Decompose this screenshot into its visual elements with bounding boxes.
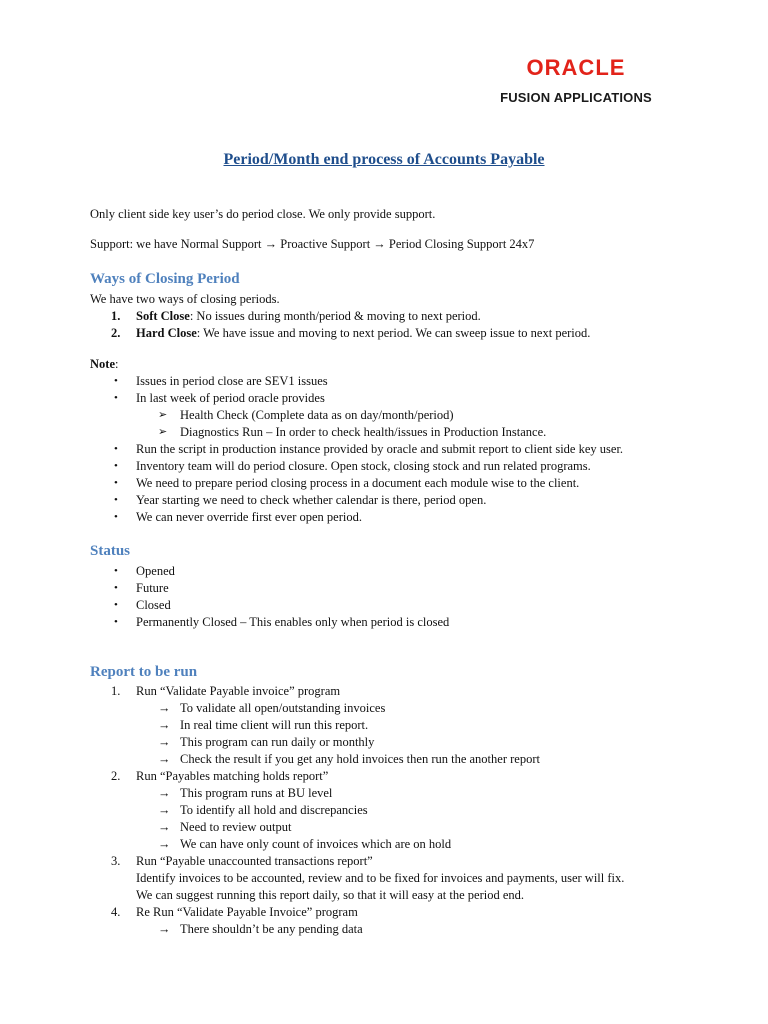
list-item <box>90 870 730 887</box>
bullet-icon: • <box>114 511 118 523</box>
arrow-right-icon: → <box>158 803 171 817</box>
note-text: Year starting we need to check whether calendar is there, period open. <box>136 493 487 507</box>
list-number: 1. <box>111 309 121 323</box>
list-item <box>90 734 730 751</box>
bullet-icon: • <box>114 599 118 611</box>
report-heading: Report to be run <box>90 664 198 680</box>
arrow-right-icon: → <box>158 820 171 834</box>
fusion-applications-text: FUSION APPLICATIONS <box>500 90 652 105</box>
list-item <box>90 597 730 614</box>
status-text: Permanently Closed – This enables only when period is closed <box>136 615 450 629</box>
note-label-line <box>90 356 730 373</box>
report-subtext: We can have only count of invoices which are on hold <box>180 837 452 851</box>
arrow-right-icon: → <box>158 922 171 936</box>
list-item <box>90 458 730 475</box>
ways-list <box>90 308 730 342</box>
chevron-icon: ➢ <box>158 409 168 421</box>
report-subtext: Check the result if you get any hold invoices then run the another report <box>180 752 540 766</box>
report-subtext: In real time client will run this report. <box>180 718 369 732</box>
list-number: 4. <box>111 905 121 919</box>
hard-close-text: : We have issue and moving to next period. We can sweep issue to next period. <box>196 326 591 340</box>
report-subtext: To identify all hold and discrepancies <box>180 803 368 817</box>
list-item <box>90 751 730 768</box>
list-item <box>90 802 730 819</box>
report-continuation: We can suggest running this report daily, so that it will easy at the period end. <box>136 888 525 902</box>
list-item <box>90 836 730 853</box>
bullet-icon: • <box>114 565 118 577</box>
report-text: Run “Validate Payable invoice” program <box>136 684 341 698</box>
list-item <box>90 475 730 492</box>
report-text: Run “Payable unaccounted transactions report” <box>136 854 373 868</box>
list-item <box>90 492 730 509</box>
ways-section <box>90 291 730 342</box>
list-item <box>90 509 730 526</box>
status-text: Closed <box>136 598 171 612</box>
list-item <box>90 373 730 390</box>
list-item <box>90 717 730 734</box>
bullet-icon: • <box>114 582 118 594</box>
list-item <box>90 614 730 631</box>
list-number: 3. <box>111 854 121 868</box>
list-item <box>90 904 730 921</box>
note-list <box>90 373 730 526</box>
bullet-icon: • <box>114 477 118 489</box>
bullet-icon: • <box>114 392 118 404</box>
list-item <box>90 921 730 938</box>
note-colon: : <box>115 357 119 371</box>
bullet-icon: • <box>114 494 118 506</box>
report-text: Re Run “Validate Payable Invoice” program <box>136 905 358 919</box>
arrow-right-icon: → <box>158 837 171 851</box>
document-title: Period/Month end process of Accounts Payable <box>223 151 545 168</box>
report-subtext: This program can run daily or monthly <box>180 735 375 749</box>
support-line: Support: we have Normal Support → Proactive Support → Period Closing Support 24x7 <box>90 237 535 251</box>
report-text: Run “Payables matching holds report” <box>136 769 329 783</box>
list-item <box>90 887 730 904</box>
note-text: We need to prepare period closing process in a document each module wise to the client. <box>136 476 580 490</box>
arrow-right-icon: → <box>158 701 171 715</box>
bullet-icon: • <box>114 443 118 455</box>
report-continuation: Identify invoices to be accounted, review and to be fixed for invoices and payments, user will fix. <box>136 871 625 885</box>
note-subtext: Diagnostics Run – In order to check health/issues in Production Instance. <box>180 425 547 439</box>
oracle-wordmark: ORACLE <box>526 55 626 80</box>
note-label: Note <box>90 357 115 371</box>
report-subtext: To validate all open/outstanding invoices <box>180 701 386 715</box>
bullet-icon: • <box>114 616 118 628</box>
hard-close-term: Hard Close <box>136 326 197 340</box>
note-text: Inventory team will do period closure. Open stock, closing stock and run related programs. <box>136 459 591 473</box>
soft-close-text: : No issues during month/period & moving to next period. <box>189 309 481 323</box>
list-item <box>90 563 730 580</box>
ways-lead: We have two ways of closing periods. <box>90 292 280 306</box>
report-list <box>90 683 730 938</box>
list-number: 2. <box>111 326 121 340</box>
note-text: We can never override first ever open period. <box>136 510 362 524</box>
list-item <box>90 768 730 785</box>
list-item <box>90 700 730 717</box>
note-section <box>90 356 730 526</box>
status-heading: Status <box>90 543 131 559</box>
list-item <box>90 308 730 325</box>
list-number: 1. <box>111 684 121 698</box>
list-item <box>90 580 730 597</box>
arrow-right-icon: → <box>158 718 171 732</box>
chevron-icon: ➢ <box>158 426 168 438</box>
list-item <box>90 390 730 407</box>
arrow-right-icon: → <box>158 735 171 749</box>
report-subtext: This program runs at BU level <box>180 786 333 800</box>
list-item <box>90 853 730 870</box>
status-list <box>90 563 730 631</box>
note-text: Run the script in production instance provided by oracle and submit report to client side key user. <box>136 442 624 456</box>
list-item <box>90 819 730 836</box>
intro-text: Only client side key user’s do period close. We only provide support. <box>90 207 436 221</box>
list-item <box>90 424 730 441</box>
arrow-right-icon: → <box>158 752 171 766</box>
list-item <box>90 785 730 802</box>
oracle-logo <box>486 56 666 106</box>
bullet-icon: • <box>114 460 118 472</box>
list-item <box>90 683 730 700</box>
report-subtext: There shouldn’t be any pending data <box>180 922 363 936</box>
note-text: In last week of period oracle provides <box>136 391 325 405</box>
note-subtext: Health Check (Complete data as on day/month/period) <box>180 408 454 422</box>
status-text: Opened <box>136 564 175 578</box>
list-item <box>90 325 730 342</box>
arrow-right-icon: → <box>158 786 171 800</box>
report-subtext: Need to review output <box>180 820 292 834</box>
list-item <box>90 407 730 424</box>
note-text: Issues in period close are SEV1 issues <box>136 374 328 388</box>
status-text: Future <box>136 581 169 595</box>
list-item <box>90 441 730 458</box>
list-number: 2. <box>111 769 121 783</box>
ways-heading: Ways of Closing Period <box>90 271 240 287</box>
soft-close-term: Soft Close <box>136 309 190 323</box>
bullet-icon: • <box>114 375 118 387</box>
